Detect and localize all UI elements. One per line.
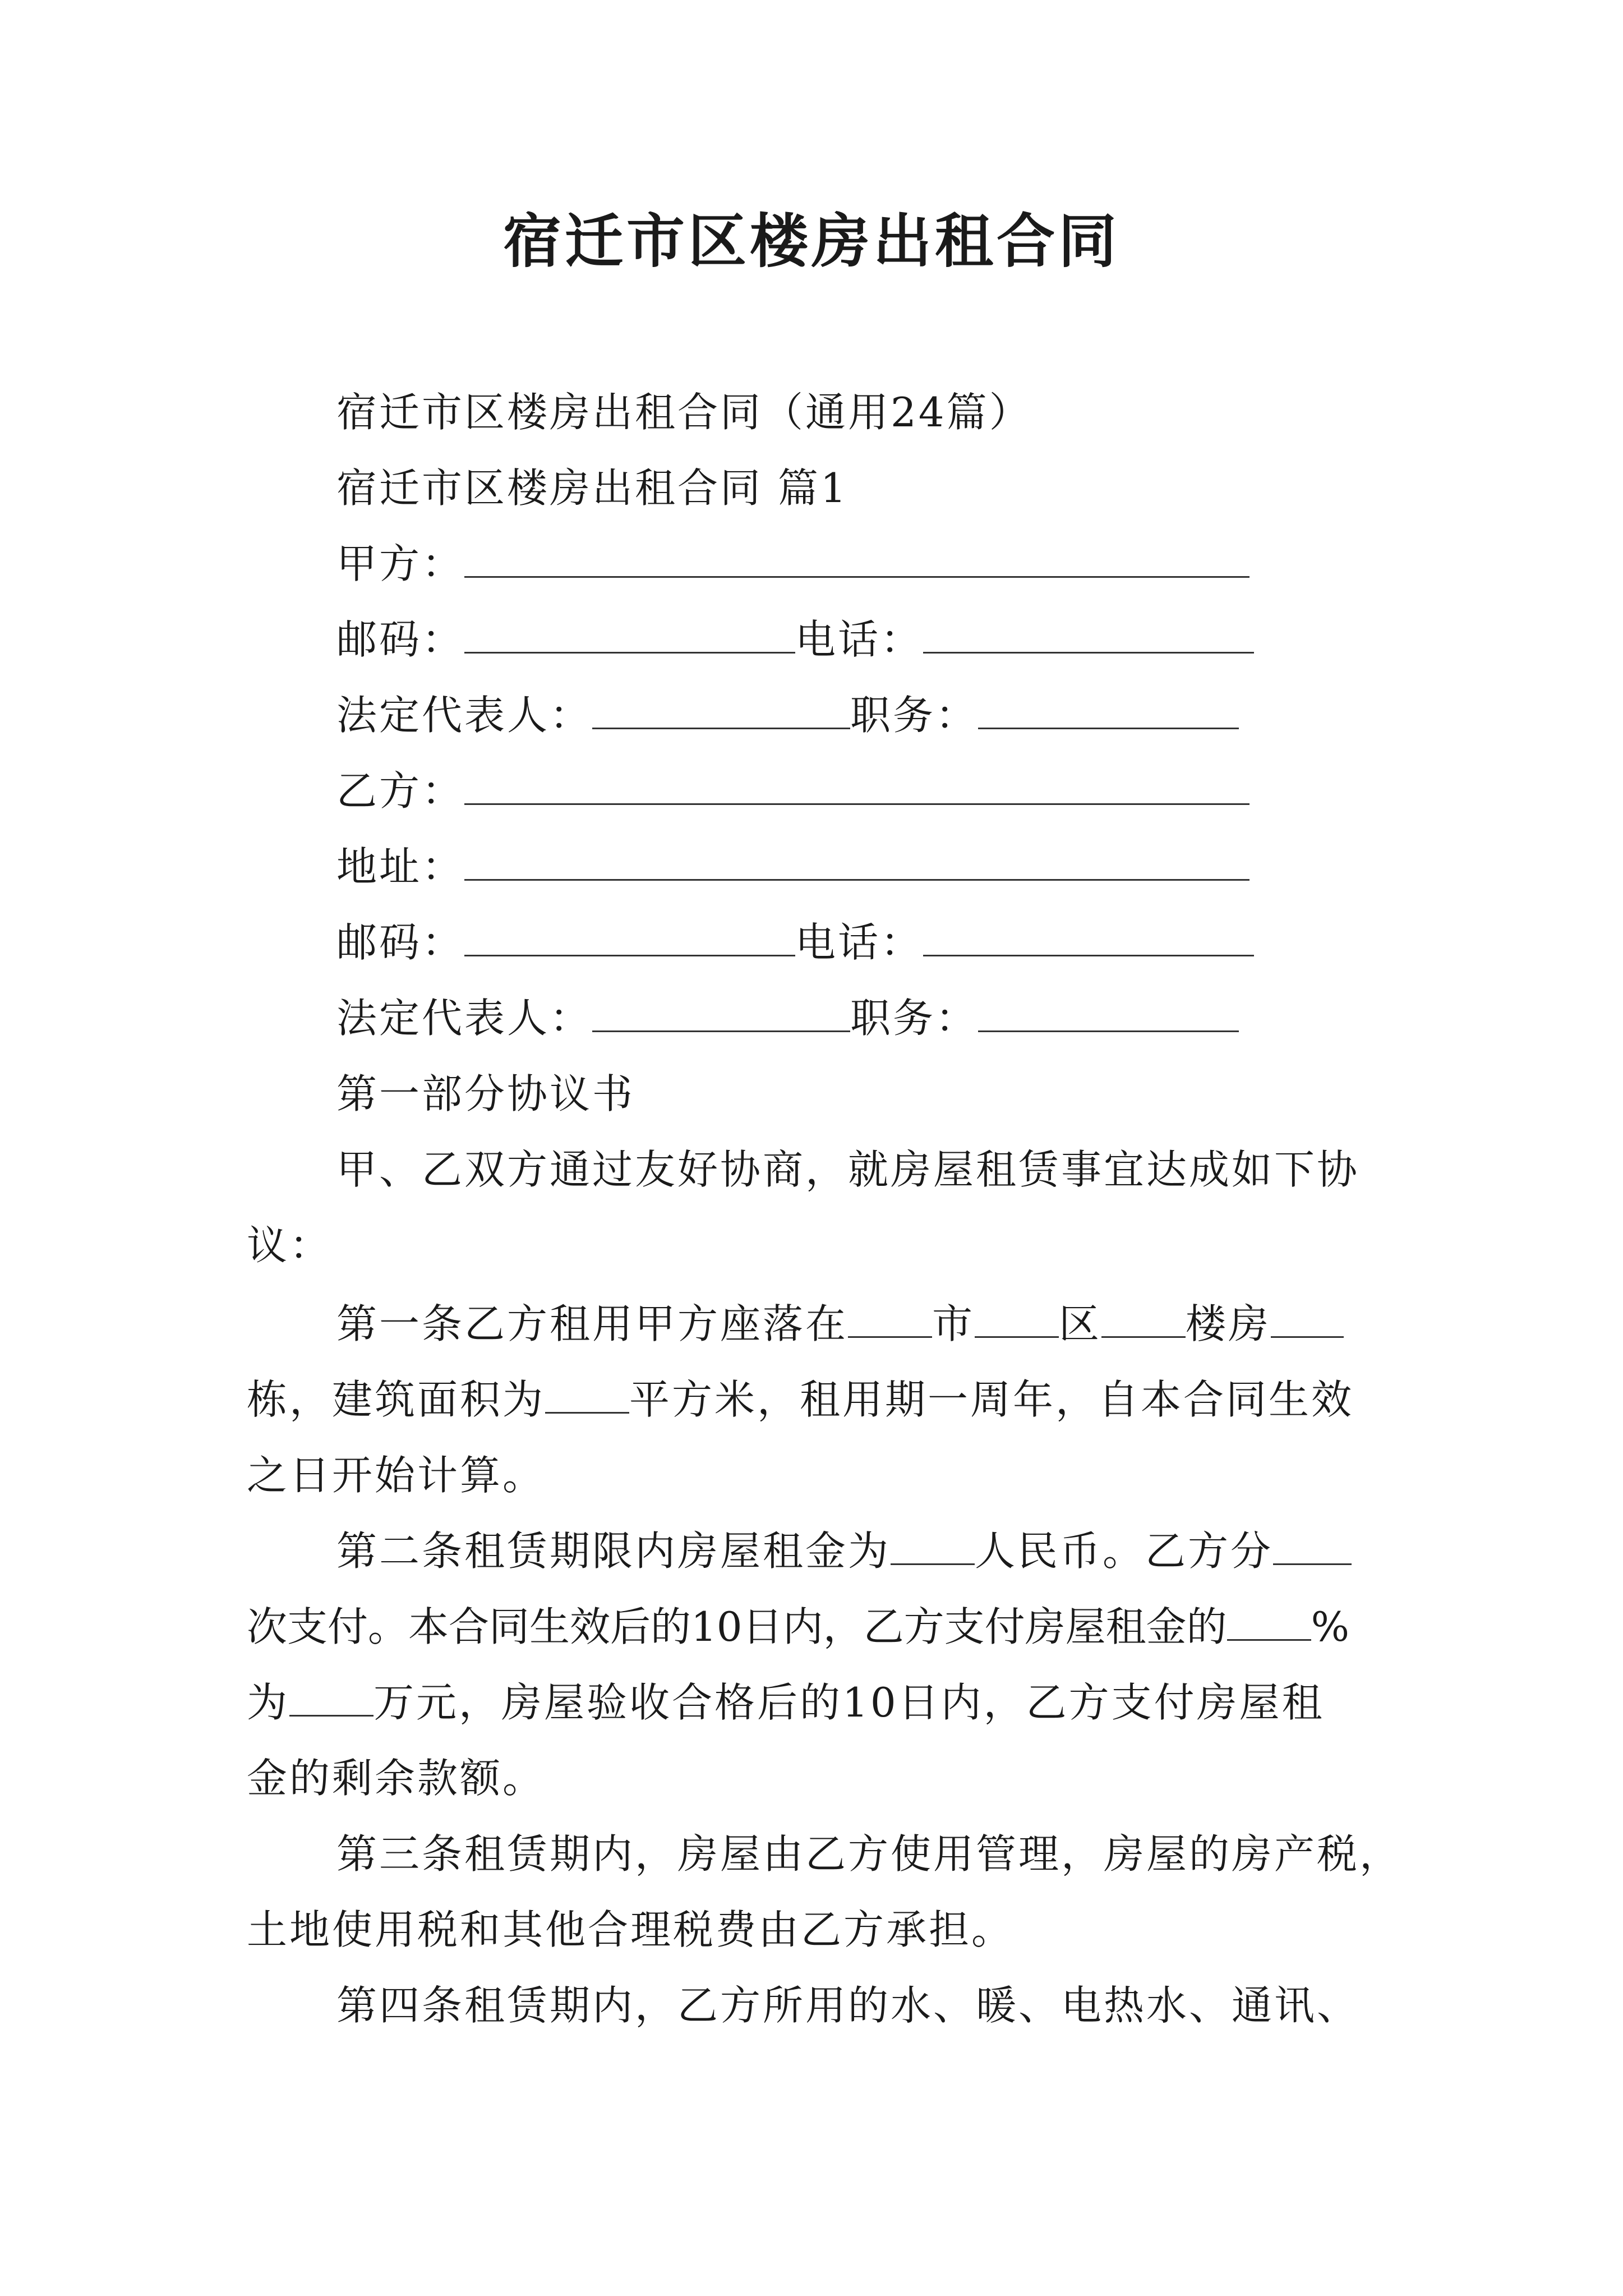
party-a-rep-row — [336, 690, 1239, 740]
percentage-blank[interactable] — [1227, 1605, 1311, 1641]
intro-line-1: 甲、乙双方通过友好协商，就房屋租赁事宜达成如下协 — [336, 1146, 1360, 1193]
article2-line-1 — [336, 1526, 1352, 1576]
article3-line-2: 土地使用税和其他合理税费由乙方承担。 — [247, 1906, 1015, 1953]
document-subtitle: 宿迁市区楼房出租合同（通用24篇） — [336, 389, 1032, 436]
party-a-phone-label: 电话： — [795, 616, 924, 663]
party-a-name-label: 甲方： — [336, 540, 465, 587]
party-b-position-label: 职务： — [850, 995, 979, 1042]
party-b-position-blank[interactable] — [978, 997, 1239, 1032]
party-b-address-blank[interactable] — [464, 845, 1249, 881]
article1-text-f: 平方米，租用期一周年，自本合同生效 — [629, 1376, 1354, 1423]
article1-line-2 — [247, 1374, 1354, 1425]
article2-line-4: 金的剩余款额。 — [247, 1755, 546, 1802]
article2-text-a: 第二条租赁期限内房屋租金为 — [336, 1527, 891, 1575]
city-blank[interactable] — [848, 1303, 932, 1338]
party-a-position-blank[interactable] — [978, 694, 1239, 729]
party-a-name-row — [336, 539, 1249, 589]
article2-text-c: 次支付。本合同生效后的10日内，乙方支付房屋租金的 — [247, 1603, 1227, 1650]
party-b-rep-row — [336, 993, 1239, 1043]
party-b-name-row — [336, 766, 1249, 816]
party-a-legal-rep-label: 法定代表人： — [336, 692, 593, 739]
party-a-position-label: 职务： — [850, 692, 979, 739]
party-a-contact-row — [336, 614, 1254, 665]
article2-text-d: 为 — [247, 1679, 290, 1726]
article2-text-e: 万元，房屋验收合格后的10日内，乙方支付房屋租 — [374, 1679, 1325, 1726]
rent-amount-blank[interactable] — [891, 1530, 975, 1565]
first-payment-blank[interactable] — [289, 1681, 374, 1717]
party-b-name-blank[interactable] — [464, 770, 1249, 805]
party-b-phone-label: 电话： — [795, 919, 924, 966]
article1-line-3: 之日开始计算。 — [247, 1452, 546, 1499]
party-a-name-blank[interactable] — [464, 542, 1249, 578]
unit-blank[interactable] — [1271, 1303, 1344, 1338]
article2-line-3 — [247, 1677, 1325, 1728]
article1-line-1 — [336, 1299, 1344, 1349]
document-title: 宿迁市区楼房出租合同 — [502, 207, 1120, 275]
party-b-legal-rep-label: 法定代表人： — [336, 995, 593, 1042]
party-a-postcode-blank[interactable] — [464, 618, 795, 654]
article4-line-1: 第四条租赁期内，乙方所用的水、暖、电热水、通讯、 — [336, 1982, 1360, 2029]
party-b-address-label: 地址： — [336, 843, 465, 890]
party-b-contact-row — [336, 917, 1254, 968]
party-b-postcode-blank[interactable] — [464, 921, 795, 956]
article1-text-c: 区 — [1059, 1300, 1102, 1347]
district-blank[interactable] — [975, 1303, 1059, 1338]
party-b-legal-rep-blank[interactable] — [592, 997, 850, 1032]
percent-sign: % — [1311, 1603, 1350, 1650]
intro-line-2: 议： — [247, 1222, 333, 1269]
party-a-postcode-label: 邮码： — [336, 616, 465, 663]
part-one-heading: 第一部分协议书 — [336, 1070, 635, 1117]
section-heading: 宿迁市区楼房出租合同 篇1 — [336, 464, 849, 512]
article1-text-a: 第一条乙方租用甲方座落在 — [336, 1300, 849, 1347]
area-blank[interactable] — [545, 1378, 629, 1414]
installments-blank[interactable] — [1273, 1530, 1352, 1565]
party-a-legal-rep-blank[interactable] — [592, 694, 850, 729]
party-b-name-label: 乙方： — [336, 767, 465, 815]
article1-text-e: 栋，建筑面积为 — [247, 1376, 546, 1423]
party-b-postcode-label: 邮码： — [336, 919, 465, 966]
building-blank[interactable] — [1101, 1303, 1186, 1338]
article3-line-1: 第三条租赁期内，房屋由乙方使用管理，房屋的房产税， — [336, 1830, 1403, 1878]
article1-text-d: 楼房 — [1186, 1300, 1271, 1347]
article1-text-b: 市 — [932, 1300, 975, 1347]
party-b-address-row — [336, 841, 1249, 892]
article2-text-b: 人民币。乙方分 — [975, 1527, 1274, 1575]
party-b-phone-blank[interactable] — [923, 921, 1254, 956]
article2-line-2 — [247, 1602, 1349, 1652]
party-a-phone-blank[interactable] — [923, 618, 1254, 654]
